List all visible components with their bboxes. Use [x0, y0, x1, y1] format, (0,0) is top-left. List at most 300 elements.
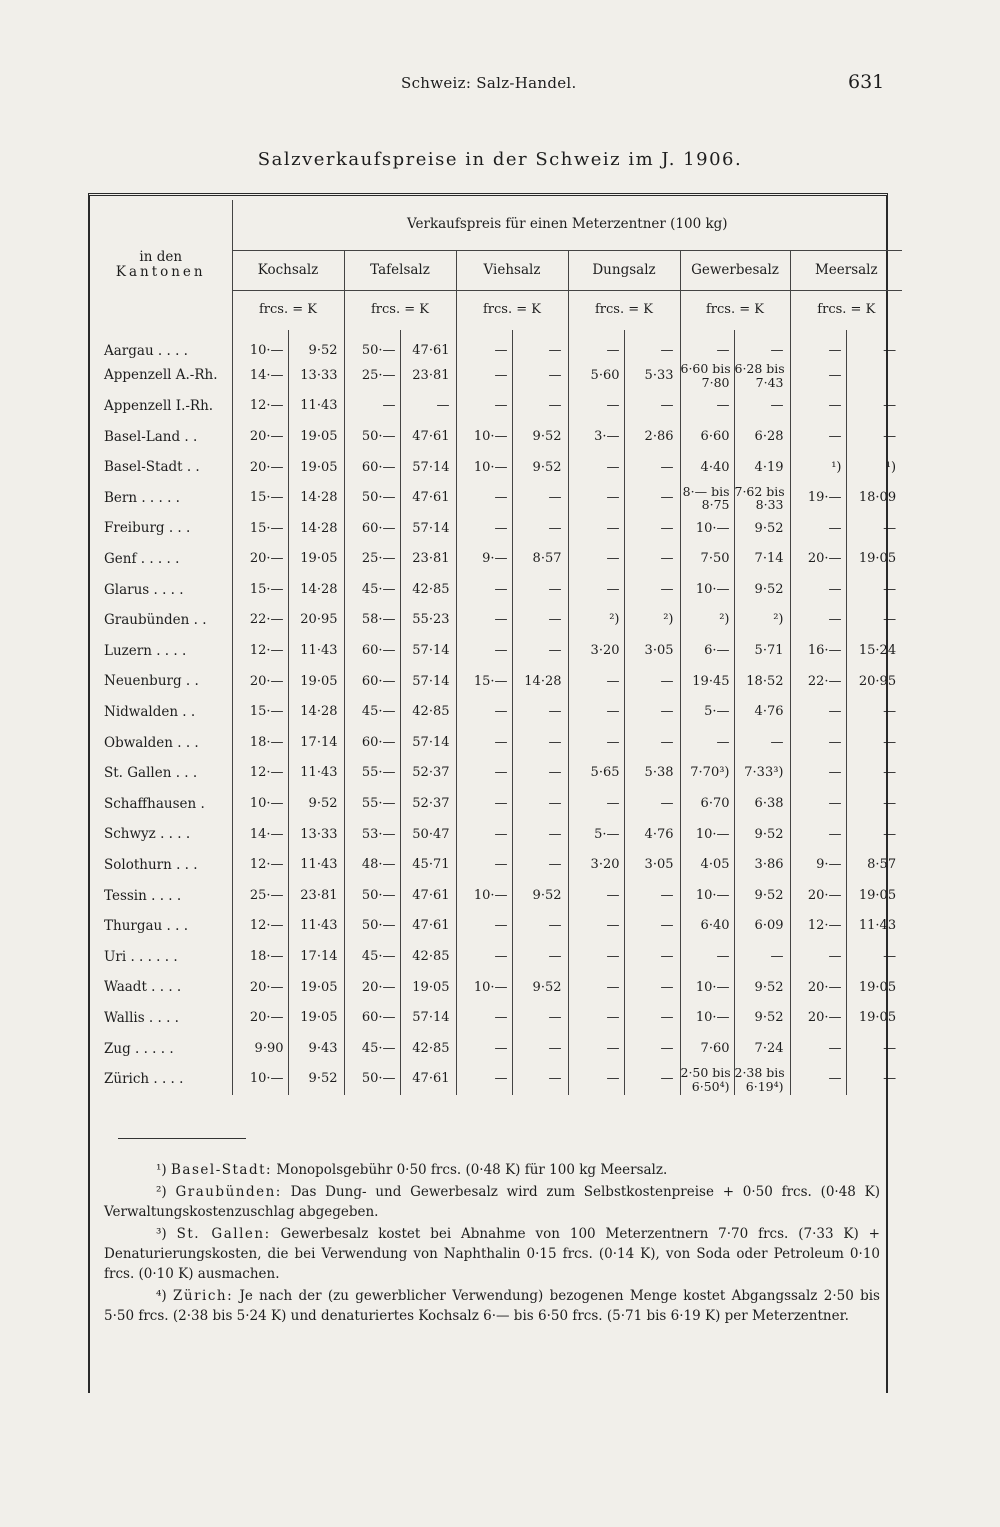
price-cell: 2·86 [624, 422, 680, 453]
price-cell: — [624, 728, 680, 759]
price-cell: 10·— [232, 330, 288, 361]
price-cell: 10·— [680, 575, 734, 606]
category-header: Meersalz [790, 250, 902, 290]
price-cell: 7·60 [680, 1034, 734, 1065]
price-cell: — [456, 391, 512, 422]
category-header: Dungsalz [568, 250, 680, 290]
price-cell: — [624, 667, 680, 698]
price-cell: 7·33³) [734, 758, 790, 789]
price-cell: 50·— [344, 911, 400, 942]
price-cell-line: 8·75 [701, 497, 730, 513]
price-cell: 23·81 [400, 361, 456, 392]
price-cell: 57·14 [400, 514, 456, 545]
price-cell: 13·33 [288, 820, 344, 851]
price-cell: 19·05 [288, 667, 344, 698]
price-cell: — [846, 422, 902, 453]
price-cell: — [456, 820, 512, 851]
price-cell: 10·— [456, 972, 512, 1003]
table-row [90, 452, 902, 483]
table-row [90, 544, 902, 575]
price-cell: 55·23 [400, 605, 456, 636]
category-header: Gewerbesalz [680, 250, 790, 290]
price-cell: 14·28 [288, 575, 344, 606]
price-cell: 6·38 [734, 789, 790, 820]
price-cell: — [400, 391, 456, 422]
price-cell: 4·19 [734, 452, 790, 483]
price-cell: — [790, 514, 846, 545]
price-cell-line: 6·60 bis [680, 361, 731, 377]
price-cell: 42·85 [400, 575, 456, 606]
price-cell: 20·— [232, 452, 288, 483]
price-cell: 15·— [456, 667, 512, 698]
price-cell: 19·05 [288, 544, 344, 575]
price-cell: 4·76 [624, 820, 680, 851]
price-cell: — [846, 605, 902, 636]
price-cell: 55·— [344, 789, 400, 820]
price-cell: — [512, 330, 568, 361]
price-cell: 9·52 [288, 330, 344, 361]
price-cell: 9·52 [512, 881, 568, 912]
table-row [90, 881, 902, 912]
canton-name: Uri . . . . . . [104, 948, 178, 965]
table-row [90, 850, 902, 881]
table-row [90, 330, 902, 361]
price-cell: — [456, 514, 512, 545]
price-cell: 45·— [344, 697, 400, 728]
price-cell [734, 483, 790, 514]
price-cell: 47·61 [400, 483, 456, 514]
price-cell: 7·14 [734, 544, 790, 575]
price-cell: — [512, 636, 568, 667]
price-cell: 15·— [232, 575, 288, 606]
table-row [90, 636, 902, 667]
price-cell: — [512, 483, 568, 514]
table-row [90, 422, 902, 453]
price-cell: 20·— [790, 972, 846, 1003]
price-cell: — [734, 728, 790, 759]
price-cell: — [734, 391, 790, 422]
price-cell: — [568, 667, 624, 698]
table-row [90, 391, 902, 422]
price-cell: — [680, 391, 734, 422]
canton-name: Appenzell I.-Rh. [104, 398, 214, 415]
price-cell: 14·28 [512, 667, 568, 698]
price-cell: 12·— [232, 758, 288, 789]
price-cell: 5·— [568, 820, 624, 851]
price-cell: 50·47 [400, 820, 456, 851]
price-cell: 12·— [232, 636, 288, 667]
price-cell: — [680, 942, 734, 973]
price-cell: 8·57 [512, 544, 568, 575]
price-cell: 11·43 [288, 391, 344, 422]
price-cell: 9·52 [512, 422, 568, 453]
price-cell: — [680, 728, 734, 759]
price-cell: 42·85 [400, 942, 456, 973]
price-cell: 12·— [232, 850, 288, 881]
price-cell: — [568, 391, 624, 422]
table-row [90, 1003, 902, 1034]
price-cell: — [456, 789, 512, 820]
price-cell: — [624, 452, 680, 483]
unit-header: frcs. = K [568, 290, 680, 330]
price-cell: 5·65 [568, 758, 624, 789]
price-cell: 57·14 [400, 1003, 456, 1034]
price-cell: 11·43 [846, 911, 902, 942]
price-cell: 10·— [456, 422, 512, 453]
price-cell: 55·— [344, 758, 400, 789]
unit-header: frcs. = K [790, 290, 902, 330]
price-cell: 9·52 [734, 881, 790, 912]
canton-name: Wallis . . . . [104, 1009, 179, 1026]
price-cell: 4·05 [680, 850, 734, 881]
table-row [90, 605, 902, 636]
price-cell: — [512, 575, 568, 606]
footnote-lead: Basel-Stadt: [170, 1162, 273, 1178]
price-cell: — [512, 850, 568, 881]
price-cell [680, 361, 734, 392]
price-cell: — [568, 483, 624, 514]
footnote-text: Gewerbesalz kostet bei Abnahme von 100 Meterzentnern 7·70 frcs. (7·33 K) + Denaturierungskosten, die bei Verwendung von Naphthalin 0·15 frcs. (0·14 K), von Soda oder Petroleum 0·10 frcs. (0·10 K) ausmachen. [104, 1226, 880, 1282]
price-cell: — [456, 1064, 512, 1095]
price-cell: — [456, 361, 512, 392]
price-cell: 15·24 [846, 636, 902, 667]
unit-header: frcs. = K [680, 290, 790, 330]
price-cell: — [568, 452, 624, 483]
main-header: Verkaufspreis für einen Meterzentner (100 kg) [232, 200, 902, 250]
price-cell: — [790, 330, 846, 361]
category-header: Kochsalz [232, 250, 344, 290]
price-cell: 42·85 [400, 697, 456, 728]
price-cell-line: 8·33 [755, 497, 784, 513]
price-cell: — [846, 758, 902, 789]
price-cell: 20·— [790, 1003, 846, 1034]
price-cell [680, 483, 734, 514]
price-cell: — [456, 1034, 512, 1065]
price-cell: — [846, 942, 902, 973]
canton-name: Aargau . . . . [104, 342, 188, 359]
price-cell: 20·— [232, 422, 288, 453]
price-cell [680, 1064, 734, 1095]
price-cell: 4·40 [680, 452, 734, 483]
price-cell: — [512, 758, 568, 789]
canton-name: Genf . . . . . [104, 551, 180, 568]
price-cell: — [734, 330, 790, 361]
canton-name: Solothurn . . . [104, 856, 198, 873]
price-cell: — [456, 697, 512, 728]
price-cell: — [624, 942, 680, 973]
price-cell: 20·95 [846, 667, 902, 698]
table-row [90, 728, 902, 759]
price-cell: — [512, 1003, 568, 1034]
price-cell: — [846, 514, 902, 545]
price-cell: — [624, 972, 680, 1003]
table-row [90, 820, 902, 851]
canton-name: Schwyz . . . . [104, 826, 191, 843]
price-cell: — [568, 728, 624, 759]
category-header: Viehsalz [456, 250, 568, 290]
price-cell: 14·— [232, 361, 288, 392]
price-cell: 52·37 [400, 758, 456, 789]
price-cell: — [568, 514, 624, 545]
footnote [104, 1182, 880, 1222]
price-cell: — [624, 514, 680, 545]
price-cell: — [568, 1034, 624, 1065]
price-cell: 5·— [680, 697, 734, 728]
table-row [90, 667, 902, 698]
price-cell: 50·— [344, 483, 400, 514]
price-cell: — [790, 697, 846, 728]
price-cell: — [512, 605, 568, 636]
price-cell: 42·85 [400, 1034, 456, 1065]
unit-header: frcs. = K [232, 290, 344, 330]
price-cell: — [456, 758, 512, 789]
price-cell: 19·05 [846, 544, 902, 575]
price-cell: 19·05 [846, 881, 902, 912]
price-cell: 52·37 [400, 789, 456, 820]
price-cell: 18·52 [734, 667, 790, 698]
canton-name: Zürich . . . . [104, 1071, 184, 1088]
price-cell: — [846, 391, 902, 422]
canton-name: Neuenburg . . [104, 673, 199, 690]
price-cell: 3·05 [624, 636, 680, 667]
price-cell: — [568, 942, 624, 973]
price-cell: — [624, 575, 680, 606]
price-cell: — [512, 942, 568, 973]
price-cell: 8·57 [846, 850, 902, 881]
price-cell: 9·— [456, 544, 512, 575]
price-cell: — [456, 728, 512, 759]
price-cell: 20·— [790, 881, 846, 912]
price-cell: 48·— [344, 850, 400, 881]
kanton-header-line1: in den [139, 249, 183, 266]
price-cell: 60·— [344, 452, 400, 483]
price-cell: 18·— [232, 942, 288, 973]
price-cell: 9·52 [734, 972, 790, 1003]
price-cell: 4·76 [734, 697, 790, 728]
price-cell: 11·43 [288, 911, 344, 942]
price-cell: 9·43 [288, 1034, 344, 1065]
price-cell: — [512, 820, 568, 851]
price-cell: 20·— [344, 972, 400, 1003]
footnote-mark: ²) [156, 1184, 167, 1200]
table-row [90, 575, 902, 606]
price-cell: 9·52 [288, 1064, 344, 1095]
footnote-mark: ³) [156, 1226, 167, 1242]
price-cell: — [512, 728, 568, 759]
price-cell: 45·— [344, 942, 400, 973]
table-row [90, 483, 902, 514]
page-title: Salzverkaufspreise in der Schweiz im J. 1906. [257, 149, 743, 170]
unit-header: frcs. = K [456, 290, 568, 330]
price-cell: — [512, 789, 568, 820]
price-cell: 10·— [232, 789, 288, 820]
price-cell: 13·33 [288, 361, 344, 392]
price-cell: 7·70³) [680, 758, 734, 789]
price-cell: — [456, 1003, 512, 1034]
price-cell: 57·14 [400, 452, 456, 483]
price-table [90, 200, 902, 1095]
price-cell-line: 6·28 bis [734, 361, 785, 377]
page-number: 631 [848, 71, 885, 93]
price-cell: — [512, 1064, 568, 1095]
price-cell: 16·— [790, 636, 846, 667]
price-cell: 25·— [344, 361, 400, 392]
price-cell: — [512, 911, 568, 942]
price-cell: 20·— [790, 544, 846, 575]
price-cell: 19·— [790, 483, 846, 514]
price-cell: — [568, 911, 624, 942]
price-cell: 20·— [232, 972, 288, 1003]
price-cell: — [456, 942, 512, 973]
table-row [90, 1034, 902, 1065]
price-cell: — [846, 697, 902, 728]
price-cell: ²) [568, 605, 624, 636]
price-cell: — [344, 391, 400, 422]
price-cell: 18·09 [846, 483, 902, 514]
price-cell: — [512, 391, 568, 422]
price-cell: 50·— [344, 422, 400, 453]
price-cell: 50·— [344, 330, 400, 361]
price-cell: 25·— [344, 544, 400, 575]
price-cell: — [512, 514, 568, 545]
price-cell: 5·60 [568, 361, 624, 392]
price-cell: 14·28 [288, 697, 344, 728]
price-cell: 47·61 [400, 1064, 456, 1095]
price-cell: ²) [680, 605, 734, 636]
price-cell [846, 361, 902, 392]
price-cell: — [456, 850, 512, 881]
footnote-text: Das Dung- und Gewerbesalz wird zum Selbstkostenpreise + 0·50 frcs. (0·48 K) Verwaltungskostenzuschlag abgegeben. [104, 1184, 881, 1220]
table-row [90, 942, 902, 973]
price-cell: 5·38 [624, 758, 680, 789]
price-cell: 6·60 [680, 422, 734, 453]
price-cell: ¹) [790, 452, 846, 483]
price-cell: 60·— [344, 636, 400, 667]
price-cell: — [846, 330, 902, 361]
price-cell: — [846, 575, 902, 606]
table-row [90, 697, 902, 728]
price-cell: 45·— [344, 575, 400, 606]
price-cell: 3·— [568, 422, 624, 453]
canton-name: Bern . . . . . [104, 489, 180, 506]
price-cell: 19·05 [288, 1003, 344, 1034]
unit-header: frcs. = K [344, 290, 456, 330]
price-cell: — [790, 789, 846, 820]
price-cell: — [846, 820, 902, 851]
table-row [90, 514, 902, 545]
price-cell: — [512, 361, 568, 392]
price-cell: 10·— [680, 881, 734, 912]
price-cell: 7·24 [734, 1034, 790, 1065]
footnote-lead: St. Gallen: [176, 1226, 271, 1242]
price-cell: 10·— [456, 881, 512, 912]
price-cell: 22·— [232, 605, 288, 636]
price-cell: 10·— [680, 1003, 734, 1034]
footnote-text: Je nach der (zu gewerblicher Verwendung) bezogenen Menge kostet Abgangssalz 2·50 bis 5·50 frcs. (2·38 bis 5·24 K) und denaturiertes Kochsalz 6·— bis 6·50 frcs. (5·71 bis 6·19 K) per Meterzentner. [104, 1288, 880, 1324]
price-cell: — [624, 391, 680, 422]
canton-name: Freiburg . . . [104, 520, 191, 537]
price-cell: 3·86 [734, 850, 790, 881]
price-cell-line: 2·50 bis [680, 1064, 731, 1080]
price-cell: — [568, 972, 624, 1003]
price-cell: — [790, 758, 846, 789]
price-cell: — [624, 789, 680, 820]
price-cell: 57·14 [400, 667, 456, 698]
table-row [90, 789, 902, 820]
price-cell: 15·— [232, 697, 288, 728]
price-cell: 6·— [680, 636, 734, 667]
canton-name: Graubünden . . [104, 612, 207, 629]
price-cell: 47·61 [400, 911, 456, 942]
price-cell: 9·52 [734, 820, 790, 851]
table-row [90, 972, 902, 1003]
canton-name: Waadt . . . . [104, 979, 182, 996]
price-cell: — [456, 911, 512, 942]
price-cell: 6·28 [734, 422, 790, 453]
canton-name: St. Gallen . . . [104, 765, 198, 782]
price-cell: 47·61 [400, 330, 456, 361]
running-head [0, 71, 1000, 98]
price-cell: — [790, 605, 846, 636]
canton-name: Appenzell A.-Rh. [104, 367, 218, 384]
price-cell: 53·— [344, 820, 400, 851]
footnote-lead: Graubünden: [175, 1184, 282, 1200]
price-cell: 17·14 [288, 728, 344, 759]
price-cell: — [568, 789, 624, 820]
canton-name: Schaffhausen . [104, 795, 205, 812]
price-cell: 14·28 [288, 514, 344, 545]
price-cell: 10·— [680, 514, 734, 545]
price-cell: — [624, 881, 680, 912]
table-row [90, 1064, 902, 1095]
price-cell: — [790, 422, 846, 453]
price-cell: — [568, 544, 624, 575]
price-cell: — [568, 575, 624, 606]
price-cell: 20·— [232, 544, 288, 575]
price-cell: 11·43 [288, 850, 344, 881]
price-cell: — [624, 1003, 680, 1034]
price-cell: — [568, 697, 624, 728]
price-cell: — [456, 636, 512, 667]
price-cell: 25·— [232, 881, 288, 912]
price-cell: 9·— [790, 850, 846, 881]
price-cell: 11·43 [288, 636, 344, 667]
price-cell: — [568, 881, 624, 912]
price-cell: — [624, 1064, 680, 1095]
price-cell: — [846, 1064, 902, 1095]
price-cell: 3·20 [568, 636, 624, 667]
price-cell: — [846, 728, 902, 759]
footnote-mark: ¹) [156, 1162, 167, 1178]
canton-name: Glarus . . . . [104, 581, 184, 598]
price-cell: 10·— [680, 972, 734, 1003]
table-row [90, 361, 902, 392]
table-row [90, 758, 902, 789]
price-cell: 10·— [232, 1064, 288, 1095]
price-cell: ²) [734, 605, 790, 636]
price-cell: — [846, 1034, 902, 1065]
price-cell: 50·— [344, 1064, 400, 1095]
price-cell-line: 8·— bis [682, 483, 730, 499]
price-cell: 60·— [344, 667, 400, 698]
price-cell: — [624, 1034, 680, 1065]
price-cell: — [624, 483, 680, 514]
price-cell: — [790, 728, 846, 759]
canton-name: Thurgau . . . [104, 918, 188, 935]
footnote [104, 1286, 880, 1326]
price-cell: 47·61 [400, 422, 456, 453]
price-cell: 58·— [344, 605, 400, 636]
